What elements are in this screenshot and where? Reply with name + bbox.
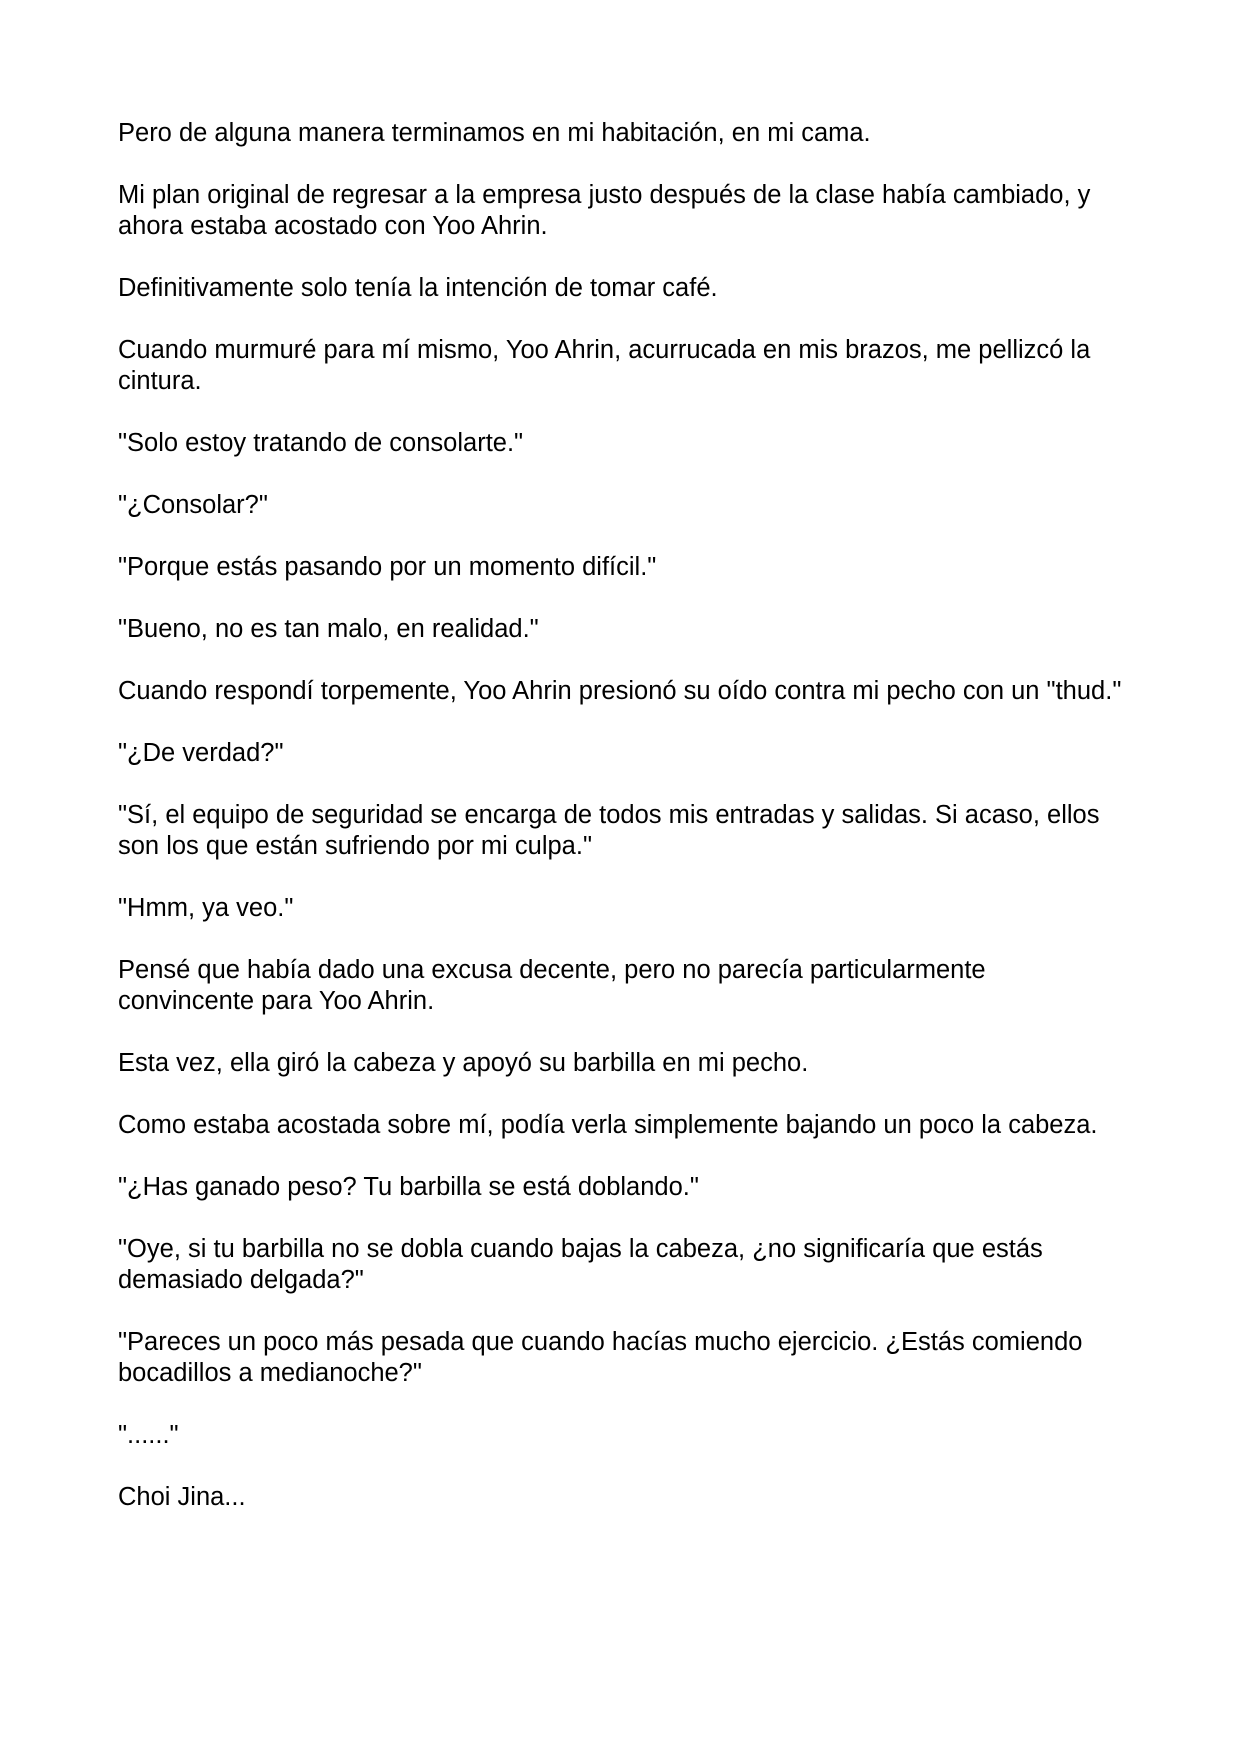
paragraph: "Sí, el equipo de seguridad se encarga de todos mis entradas y salidas. Si acaso, ellos son los que están sufriendo por mi culpa." [118,801,1100,860]
paragraph: Pensé que había dado una excusa decente, pero no parecía particularmente convincente para Yoo Ahrin. [118,956,986,1015]
paragraph: "¿Consolar?" [118,491,268,519]
paragraph: Choi Jina... [118,1483,246,1511]
paragraph: Cuando respondí torpemente, Yoo Ahrin presionó su oído contra mi pecho con un "thud." [118,677,1122,705]
paragraph: "Bueno, no es tan malo, en realidad." [118,615,539,643]
paragraph: Esta vez, ella giró la cabeza y apoyó su barbilla en mi pecho. [118,1049,809,1077]
paragraph: Pero de alguna manera terminamos en mi habitación, en mi cama. [118,119,871,147]
paragraph: "¿De verdad?" [118,739,284,767]
paragraph: "Pareces un poco más pesada que cuando hacías mucho ejercicio. ¿Estás comiendo bocadillos a medianoche?" [118,1328,1083,1387]
document-body [118,118,1128,1544]
paragraph: "......" [118,1421,179,1449]
paragraph: "Solo estoy tratando de consolarte." [118,429,524,457]
paragraph: Como estaba acostada sobre mí, podía verla simplemente bajando un poco la cabeza. [118,1111,1098,1139]
paragraph: "Porque estás pasando por un momento difícil." [118,553,657,581]
paragraph: Mi plan original de regresar a la empresa justo después de la clase había cambiado, y ahora estaba acostado con Yoo Ahrin. [118,181,1091,240]
paragraph: "Oye, si tu barbilla no se dobla cuando bajas la cabeza, ¿no significaría que estás demasiado delgada?" [118,1235,1043,1294]
paragraph: Cuando murmuré para mí mismo, Yoo Ahrin, acurrucada en mis brazos, me pellizcó la cintura. [118,336,1091,395]
paragraph: Definitivamente solo tenía la intención de tomar café. [118,274,718,302]
paragraph: "Hmm, ya veo." [118,894,294,922]
paragraph: "¿Has ganado peso? Tu barbilla se está doblando." [118,1173,699,1201]
